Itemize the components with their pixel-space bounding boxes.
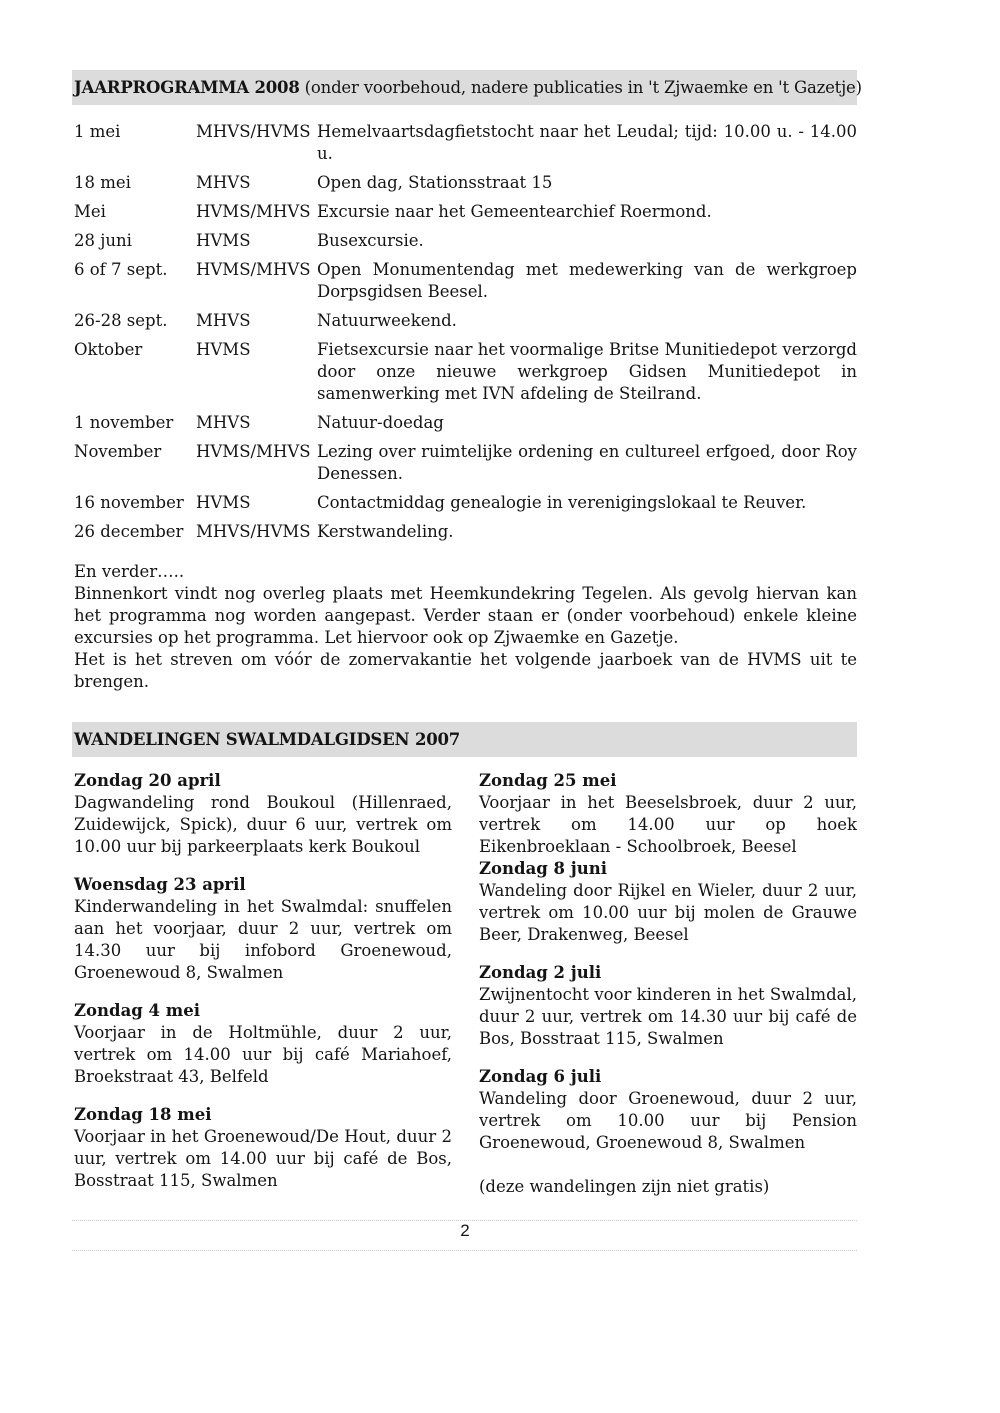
program-subtitle: (onder voorbehoud, nadere publicaties in 't Zjwaemke en 't Gazetje) [304, 78, 862, 97]
walk-text: Kinderwandeling in het Swalmdal: snuffelen aan het voorjaar, duur 2 uur, vertrek om 14.30 uur bij infobord Groenewoud, Groenewoud 8, Swalmen [74, 897, 452, 982]
program-date: November [74, 442, 162, 461]
program-date: 1 november [74, 413, 174, 432]
walk-date: Zondag 25 mei [479, 771, 617, 790]
verder-paragraph: Het is het streven om vóór de zomervakantie het volgende jaarboek van de HVMS uit te brengen. [74, 650, 857, 691]
program-row [72, 521, 857, 543]
page-content [72, 70, 862, 1208]
program-desc: Natuur-doedag [317, 413, 444, 432]
program-row [72, 121, 857, 165]
program-desc: Natuurweekend. [317, 311, 457, 330]
program-org: MHVS [196, 173, 251, 192]
program-desc: Open Monumentendag met medewerking van de werkgroep Dorpsgidsen Beesel. [317, 260, 857, 301]
bottom-rule [72, 1250, 857, 1251]
walk-text: Wandeling door Groenewoud, duur 2 uur, vertrek om 10.00 uur bij Pension Groenewoud, Groenewoud 8, Swalmen [479, 1089, 857, 1152]
verder-paragraph: Binnenkort vindt nog overleg plaats met Heemkundekring Tegelen. Als gevolg hiervan kan het programma nog worden aangepast. Verder staan er (onder voorbehoud) enkele kleine excursies op het programma. Let hiervoor ook op Zjwaemke en Gazetje. [74, 584, 857, 647]
walk-date: Zondag 2 juli [479, 963, 602, 982]
program-desc: Hemelvaartsdagfietstocht naar het Leudal; tijd: 10.00 u. - 14.00 u. [317, 122, 857, 163]
program-title: JAARPROGRAMMA 2008 [74, 78, 300, 97]
walk-date: Zondag 20 april [74, 771, 221, 790]
walk-text: Wandeling door Rijkel en Wieler, duur 2 uur, vertrek om 10.00 uur bij molen de Grauwe Beer, Drakenweg, Beesel [479, 881, 857, 944]
verder-heading: En verder….. [74, 562, 185, 581]
walks-title: WANDELINGEN SWALMDALGIDSEN 2007 [74, 730, 461, 749]
program-org: HVMS/MHVS [196, 442, 311, 461]
program-desc: Excursie naar het Gemeentearchief Roermond. [317, 202, 712, 221]
walks-banner [72, 722, 857, 757]
program-org: MHVS/HVMS [196, 122, 311, 141]
program-org: HVMS/MHVS [196, 260, 311, 279]
program-row [72, 310, 857, 332]
walk-item [479, 962, 857, 1050]
program-row [72, 201, 857, 223]
page-number: 2 [460, 1221, 470, 1240]
walk-text: Zwijnentocht voor kinderen in het Swalmdal, duur 2 uur, vertrek om 14.30 uur bij café de Bos, Bosstraat 115, Swalmen [479, 985, 857, 1048]
walk-date: Zondag 4 mei [74, 1001, 201, 1020]
program-desc: Fietsexcursie naar het voormalige Britse Munitiedepot verzorgd door onze nieuwe werkgroep Gidsen Munitiedepot in samenwerking met IVN afdeling de Steilrand. [317, 340, 857, 403]
program-list [72, 121, 857, 543]
program-desc: Contactmiddag genealogie in verenigingslokaal te Reuver. [317, 493, 807, 512]
program-date: Mei [74, 202, 106, 221]
walk-item [479, 770, 857, 858]
program-desc: Open dag, Stationsstraat 15 [317, 173, 553, 192]
program-date: Oktober [74, 340, 143, 359]
program-row [72, 441, 857, 485]
program-row [72, 412, 857, 434]
walk-text: Voorjaar in het Beeselsbroek, duur 2 uur, vertrek om 14.00 uur op hoek Eikenbroeklaan - Schoolbroek, Beesel [479, 793, 857, 856]
program-desc: Lezing over ruimtelijke ordening en cultureel erfgoed, door Roy Denessen. [317, 442, 857, 483]
program-org: HVMS/MHVS [196, 202, 311, 221]
program-org: HVMS [196, 340, 251, 359]
walks-right-column [479, 770, 857, 1208]
program-org: MHVS/HVMS [196, 522, 311, 541]
walk-item [479, 858, 857, 946]
program-date: 28 juni [74, 231, 132, 250]
walk-date: Zondag 8 juni [479, 859, 608, 878]
program-row [72, 172, 857, 194]
program-org: MHVS [196, 311, 251, 330]
program-row [72, 339, 857, 405]
verder-section [72, 561, 857, 693]
walk-date: Woensdag 23 april [74, 875, 246, 894]
program-banner [72, 70, 862, 105]
program-desc: Kerstwandeling. [317, 522, 454, 541]
walk-date: Zondag 6 juli [479, 1067, 602, 1086]
walks-note: (deze wandelingen zijn niet gratis) [479, 1177, 770, 1196]
walk-text: Dagwandeling rond Boukoul (Hillenraed, Zuidewijck, Spick), duur 6 uur, vertrek om 10.00 uur bij parkeerplaats kerk Boukoul [74, 793, 452, 856]
program-date: 6 of 7 sept. [74, 260, 168, 279]
program-date: 26 december [74, 522, 184, 541]
walk-item [74, 770, 452, 858]
walk-date: Zondag 18 mei [74, 1105, 212, 1124]
program-desc: Busexcursie. [317, 231, 424, 250]
program-org: HVMS [196, 231, 251, 250]
program-date: 26-28 sept. [74, 311, 168, 330]
walks-left-column [72, 770, 452, 1208]
program-date: 16 november [74, 493, 184, 512]
program-row [72, 492, 857, 514]
program-org: MHVS [196, 413, 251, 432]
walk-item [74, 1104, 452, 1192]
walks-columns [72, 770, 857, 1208]
program-date: 18 mei [74, 173, 131, 192]
walk-item [74, 1000, 452, 1088]
walk-text: Voorjaar in de Holtmühle, duur 2 uur, vertrek om 14.00 uur bij café Mariahoef, Broekstraat 43, Belfeld [74, 1023, 452, 1086]
program-row [72, 230, 857, 252]
walk-item [74, 874, 452, 984]
program-date: 1 mei [74, 122, 121, 141]
program-org: HVMS [196, 493, 251, 512]
walk-item [479, 1066, 857, 1154]
walk-text: Voorjaar in het Groenewoud/De Hout, duur 2 uur, vertrek om 14.00 uur bij café de Bos, Bosstraat 115, Swalmen [74, 1127, 452, 1190]
program-row [72, 259, 857, 303]
